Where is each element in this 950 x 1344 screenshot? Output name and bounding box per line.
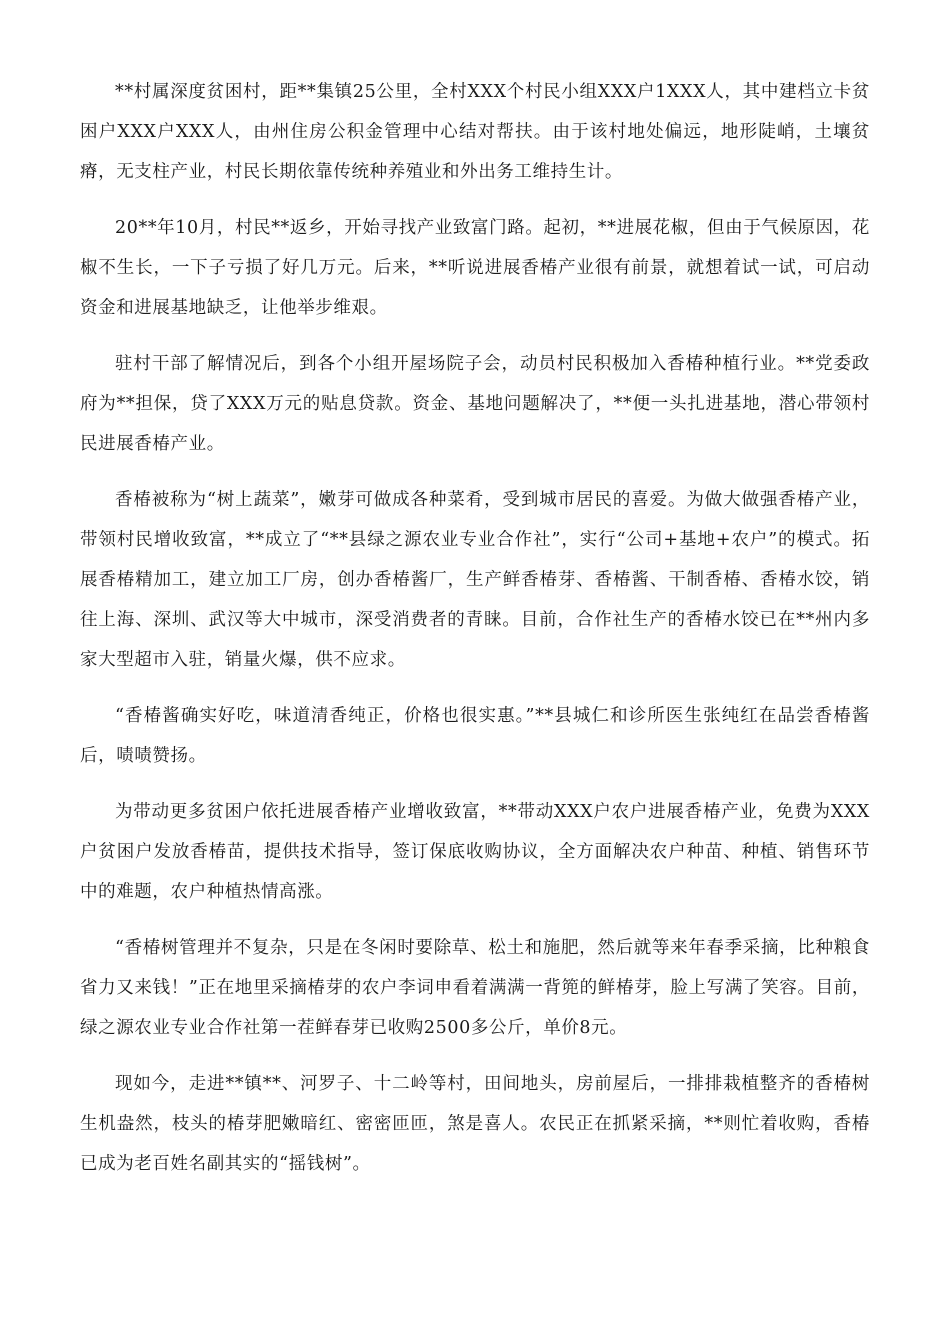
paragraph-1: **村属深度贫困村，距**集镇25公里，全村XXX个村民小组XXX户1XXX人，其中建档立卡贫困户XXX户XXX人，由州住房公积金管理中心结对帮扶。由于该村地处偏远，地形陡峭，土壤贫瘠，无支柱产业，村民长期依靠传统种养殖业和外出务工维持生计。 (80, 82, 870, 182)
paragraph-6: 为带动更多贫困户依托进展香椿产业增收致富，**带动XXX户农户进展香椿产业，免费为XXX户贫困户发放香椿苗，提供技术指导，签订保底收购协议，全方面解决农户种苗、种植、销售环节中的难题，农户种植热情高涨。 (80, 802, 870, 902)
paragraph-2: 20**年10月，村民**返乡，开始寻找产业致富门路。起初，**进展花椒，但由于气候原因，花椒不生长，一下子亏损了好几万元。后来，**听说进展香椿产业很有前景，就想着试一试，可启动资金和进展基地缺乏，让他举步维艰。 (80, 218, 870, 318)
paragraph-8: 现如今，走进**镇**、河罗子、十二岭等村，田间地头，房前屋后，一排排栽植整齐的香椿树生机盎然，枝头的椿芽肥嫩暗红、密密匝匝，煞是喜人。农民正在抓紧采摘，**则忙着收购，香椿已成为老百姓名副其实的“摇钱树”。 (80, 1074, 870, 1174)
paragraph-5: “香椿酱确实好吃，味道清香纯正，价格也很实惠。”**县城仁和诊所医生张纯红在品尝香椿酱后，啧啧赞扬。 (80, 706, 870, 766)
paragraph-4: 香椿被称为“树上蔬菜”，嫩芽可做成各种菜肴，受到城市居民的喜爱。为做大做强香椿产业，带领村民增收致富，**成立了“**县绿之源农业专业合作社”，实行“公司+基地+农户”的模式。拓展香椿精加工，建立加工厂房，创办香椿酱厂，生产鲜香椿芽、香椿酱、干制香椿、香椿水饺，销往上海、深圳、武汉等大中城市，深受消费者的青睐。目前，合作社生产的香椿水饺已在**州内多家大型超市入驻，销量火爆，供不应求。 (80, 490, 870, 670)
paragraph-7: “香椿树管理并不复杂，只是在冬闲时要除草、松土和施肥，然后就等来年春季采摘，比种粮食省力又来钱！”正在地里采摘椿芽的农户李词申看着满满一背篼的鲜椿芽，脸上写满了笑容。目前，绿之源农业专业合作社第一茬鲜春芽已收购2500多公斤，单价8元。 (80, 938, 870, 1038)
paragraph-3: 驻村干部了解情况后，到各个小组开屋场院子会，动员村民积极加入香椿种植行业。**党委政府为**担保，贷了XXX万元的贴息贷款。资金、基地问题解决了，**便一头扎进基地，潜心带领村民进展香椿产业。 (80, 354, 870, 454)
article-body (80, 72, 870, 1200)
